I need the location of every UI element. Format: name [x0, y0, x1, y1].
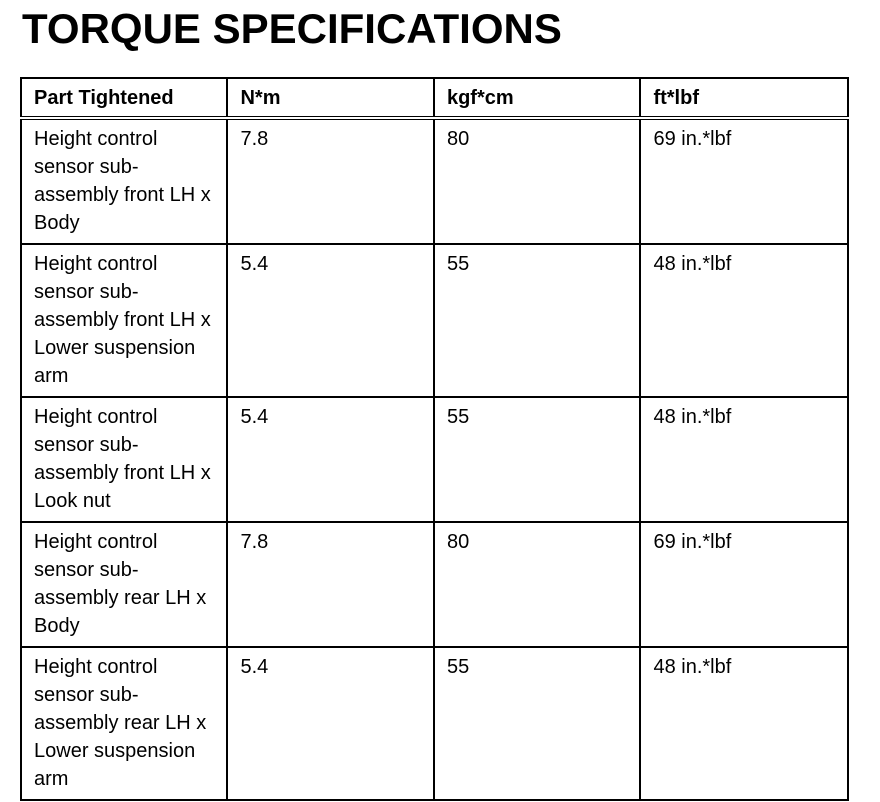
- cell-part: Height control sensor sub-assembly rear LH x Body: [21, 522, 227, 647]
- page-title: TORQUE SPECIFICATIONS: [22, 5, 562, 52]
- cell-ftlbf: 48 in.*lbf: [640, 244, 848, 397]
- table-row: [21, 118, 848, 244]
- header-part-tightened: Part Tightened: [21, 78, 227, 118]
- cell-part: Height control sensor sub-assembly front LH x Body: [21, 118, 227, 244]
- cell-kgfcm: 80: [434, 522, 640, 647]
- header-kgfcm: kgf*cm: [434, 78, 640, 118]
- table-row: [21, 397, 848, 522]
- table-header-row: [21, 78, 848, 118]
- cell-part: Height control sensor sub-assembly rear LH x Lower suspension arm: [21, 647, 227, 800]
- header-ftlbf: ft*lbf: [640, 78, 848, 118]
- cell-nm: 7.8: [227, 118, 433, 244]
- cell-nm: 5.4: [227, 397, 433, 522]
- torque-spec-table: [20, 77, 849, 801]
- cell-kgfcm: 80: [434, 118, 640, 244]
- table-row: [21, 244, 848, 397]
- table-row: [21, 647, 848, 800]
- cell-ftlbf: 48 in.*lbf: [640, 647, 848, 800]
- cell-kgfcm: 55: [434, 647, 640, 800]
- cell-kgfcm: 55: [434, 244, 640, 397]
- cell-ftlbf: 69 in.*lbf: [640, 522, 848, 647]
- cell-part: Height control sensor sub-assembly front LH x Lower suspension arm: [21, 244, 227, 397]
- cell-nm: 5.4: [227, 244, 433, 397]
- cell-nm: 5.4: [227, 647, 433, 800]
- header-nm: N*m: [227, 78, 433, 118]
- cell-ftlbf: 69 in.*lbf: [640, 118, 848, 244]
- cell-nm: 7.8: [227, 522, 433, 647]
- cell-part: Height control sensor sub-assembly front LH x Look nut: [21, 397, 227, 522]
- cell-ftlbf: 48 in.*lbf: [640, 397, 848, 522]
- cell-kgfcm: 55: [434, 397, 640, 522]
- table-row: [21, 522, 848, 647]
